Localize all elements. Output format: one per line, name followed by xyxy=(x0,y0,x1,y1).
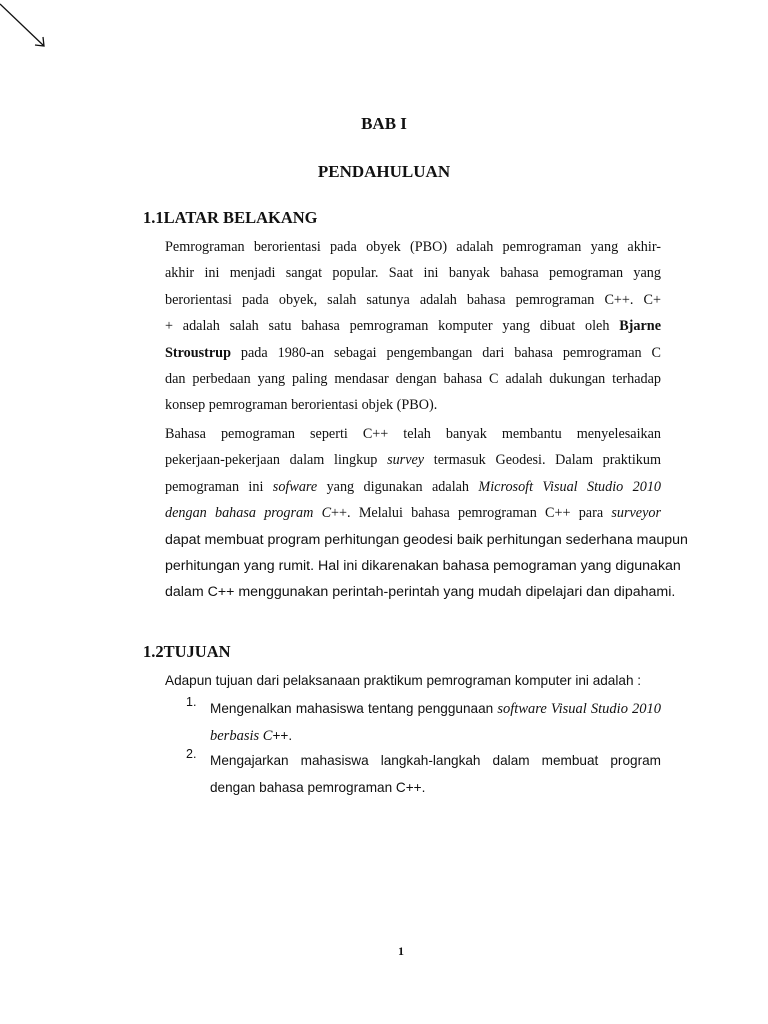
list-text xyxy=(210,695,661,749)
text-line xyxy=(165,447,661,473)
paragraph-background-2 xyxy=(165,421,688,606)
italic-term: Microsoft Visual Studio 2010 xyxy=(478,478,662,495)
text-line xyxy=(165,313,661,339)
text-line xyxy=(210,695,661,722)
purpose-intro: Adapun tujuan dari pelaksanaan praktikum pemrograman komputer ini adalah : xyxy=(165,673,642,688)
text-run: ++. Melalui bahasa pemrograman C++ para xyxy=(331,505,612,522)
italic-term: software Visual Studio 2010 xyxy=(497,701,661,717)
italic-term: berbasis C xyxy=(210,728,273,744)
text-line: Bahasa pemograman seperti C++ telah banyak membantu menyelesaikan xyxy=(165,426,661,442)
text-line xyxy=(165,500,661,526)
text-run: + adalah salah satu bahasa pemrograman komputer yang dibuat oleh xyxy=(165,318,620,335)
text-line xyxy=(165,474,661,500)
text-line xyxy=(165,340,661,366)
bold-name: Stroustrup xyxy=(165,344,231,361)
italic-term: dengan bahasa program C xyxy=(165,505,332,522)
text-run: pemograman ini xyxy=(165,478,273,495)
chapter-label: BAB I xyxy=(361,114,407,133)
text-run: yang digunakan adalah xyxy=(317,478,479,495)
chapter-title: PENDAHULUAN xyxy=(317,162,451,181)
text-line: dan perbedaan yang paling mendasar dengan bahasa C adalah dukungan terhadap xyxy=(165,370,661,387)
text-line: konsep pemrograman berorientasi objek (PBO). xyxy=(165,397,438,414)
text-line: Mengajarkan mahasiswa langkah-langkah dalam membuat program xyxy=(210,753,661,768)
list-number: 1. xyxy=(186,695,197,709)
bold-name: Bjarne xyxy=(619,318,661,335)
text-run: Mengenalkan mahasiswa tentang penggunaan xyxy=(210,701,498,716)
text-line: berorientasi pada obyek, salah satunya adalah bahasa pemrograman C++. C+ xyxy=(165,291,661,308)
section-heading-latar-belakang: 1.1LATAR BELAKANG xyxy=(143,208,318,227)
text-line: Pemrograman berorientasi pada obyek (PBO) adalah pemrograman yang akhir- xyxy=(165,239,661,255)
text-run: pada 1980-an sebagai pengembangan dari bahasa pemrograman C xyxy=(230,344,661,361)
text-line: perhitungan yang rumit. Hal ini dikarenakan bahasa pemograman yang digunakan xyxy=(165,557,681,574)
italic-term: survey xyxy=(387,452,425,469)
italic-term: sofware xyxy=(272,478,318,495)
page-number: 1 xyxy=(398,944,404,958)
list-number: 2. xyxy=(186,747,197,761)
text-line: akhir ini menjadi sangat popular. Saat ini banyak bahasa pemograman yang xyxy=(165,265,661,282)
text-line: dalam C++ menggunakan perintah-perintah yang mudah dipelajari dan dipahami. xyxy=(165,584,676,601)
text-run: termasuk Geodesi. Dalam praktikum xyxy=(424,452,661,469)
text-line: dapat membuat program perhitungan geodesi baik perhitungan sederhana maupun xyxy=(165,531,688,548)
italic-term: surveyor xyxy=(611,505,661,522)
text-run: ++. xyxy=(272,728,293,743)
text-run: pekerjaan-pekerjaan dalam lingkup xyxy=(165,452,388,469)
text-line xyxy=(210,722,661,749)
section-heading-tujuan: 1.2TUJUAN xyxy=(143,642,231,661)
list-text xyxy=(210,747,661,801)
text-line: dengan bahasa pemrograman C++. xyxy=(210,780,426,795)
paragraph-background-1 xyxy=(165,234,661,419)
arrow-icon xyxy=(0,0,60,60)
